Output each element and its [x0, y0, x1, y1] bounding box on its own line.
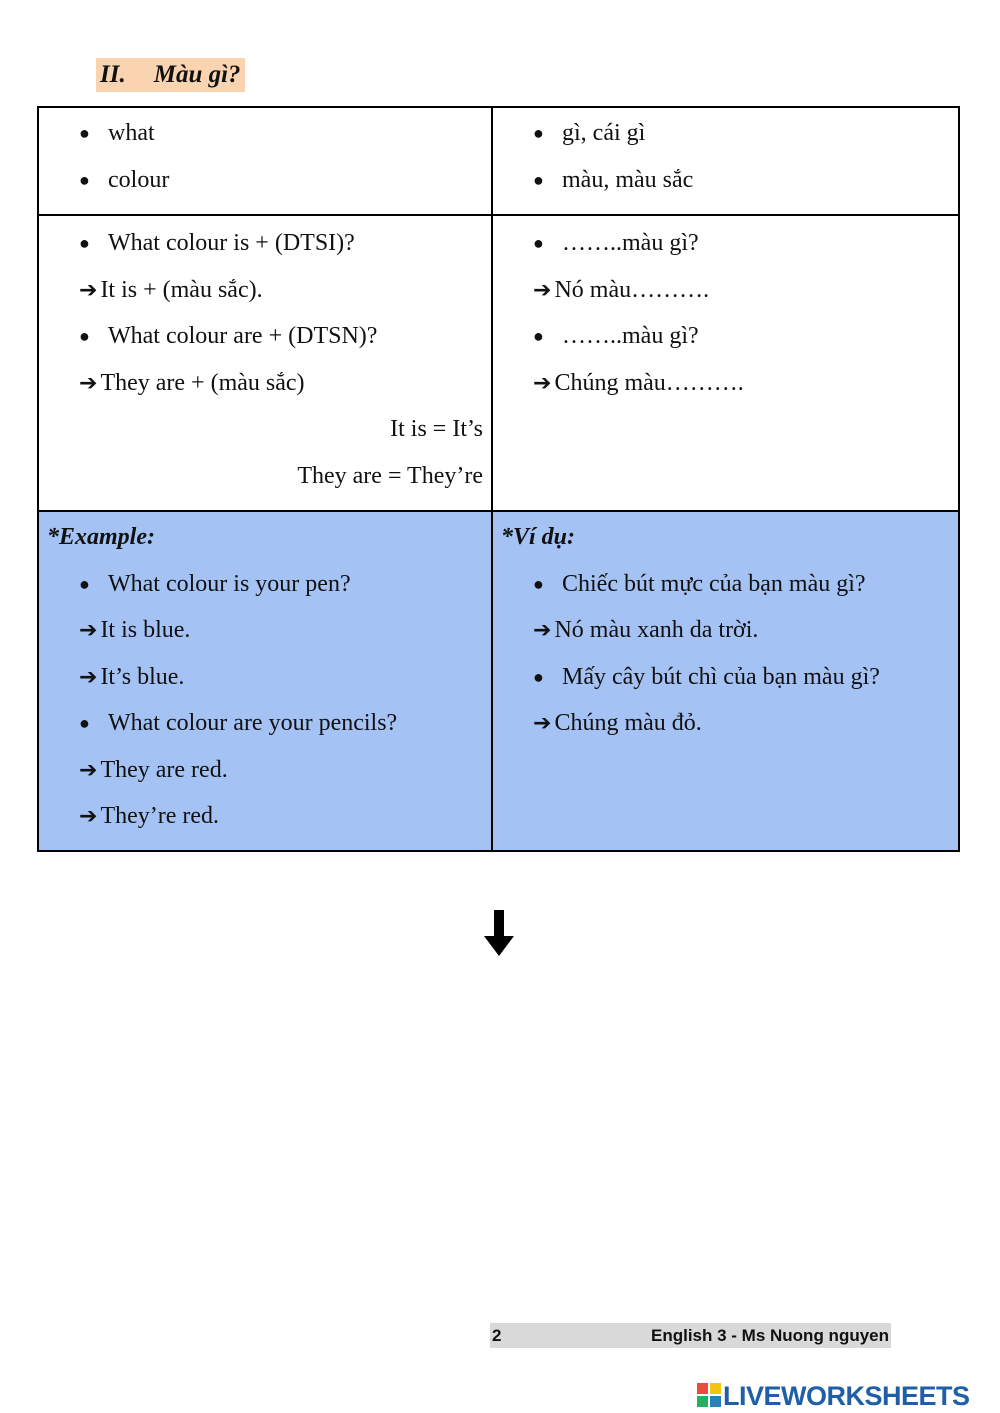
bullet-icon: ●: [79, 326, 90, 346]
line-text: Mấy cây bút chì của bạn màu gì?: [562, 663, 880, 690]
liveworksheets-logo: [697, 1380, 997, 1412]
line-text: Nó màu……….: [554, 276, 710, 303]
cell-example-english: [38, 511, 492, 851]
contraction-note: [39, 453, 491, 500]
cell-english: [38, 107, 492, 215]
line-text: *Ví dụ:: [501, 524, 576, 550]
bullet-icon: ●: [79, 123, 90, 143]
line-text: What colour are + (DTSN)?: [108, 323, 378, 349]
line-text: They’re red.: [100, 803, 220, 829]
line-text: gì, cái gì: [562, 120, 646, 146]
bullet-icon: ●: [79, 573, 90, 594]
bullet-icon: ●: [533, 233, 544, 253]
bullet-item: [39, 313, 491, 360]
arrow-right-icon: ➔: [79, 757, 98, 783]
table-row-example: [38, 511, 959, 851]
line-text: It is = It’s: [390, 416, 483, 442]
bullet-icon: ●: [79, 233, 90, 253]
contraction-note: [39, 406, 491, 453]
bullet-item: [493, 110, 958, 157]
line-text: It is blue.: [100, 617, 191, 643]
arrow-right-icon: ➔: [533, 370, 552, 396]
line-text: It is + (màu sắc).: [100, 276, 263, 303]
example-title: [493, 514, 958, 561]
bullet-item: [39, 700, 491, 747]
line-text: What colour is your pen?: [108, 570, 351, 597]
arrow-right-icon: ➔: [79, 618, 98, 643]
line-text: Chúng màu……….: [554, 369, 744, 396]
line-text: colour: [108, 166, 170, 193]
answer-item: [493, 607, 958, 654]
answer-item: [39, 654, 491, 701]
bullet-item: [493, 654, 958, 701]
logo-text: LIVEWORKSHEETS: [723, 1381, 970, 1411]
line-text: They are + (màu sắc): [100, 369, 305, 396]
line-text: They are = They’re: [297, 462, 483, 489]
arrow-right-icon: ➔: [533, 277, 552, 303]
answer-item: [493, 700, 958, 747]
line-text: màu, màu sắc: [562, 166, 694, 193]
line-text: What colour are your pencils?: [108, 710, 398, 736]
arrow-right-icon: ➔: [79, 370, 98, 396]
arrow-right-icon: ➔: [533, 618, 552, 643]
down-arrow-icon: [484, 910, 514, 956]
logo-icon: [697, 1383, 721, 1407]
line-text: Chúng màu đỏ.: [554, 710, 702, 736]
bullet-item: [39, 157, 491, 204]
example-title: [39, 514, 491, 561]
table-row-vocabulary: [38, 107, 959, 215]
arrow-right-icon: ➔: [79, 664, 98, 690]
answer-item: [39, 607, 491, 654]
vocabulary-table: [37, 106, 960, 852]
page-footer: [490, 1323, 891, 1348]
table-row-structure: [38, 215, 959, 511]
line-text: Chiếc bút mực của bạn màu gì?: [562, 570, 866, 597]
bullet-icon: ●: [79, 169, 90, 190]
bullet-item: [493, 561, 958, 608]
bullet-icon: ●: [533, 573, 544, 594]
bullet-item: [493, 220, 958, 267]
bullet-item: [493, 313, 958, 360]
answer-item: [493, 360, 958, 407]
cell-structure-english: [38, 215, 492, 511]
section-number: II.: [100, 61, 126, 88]
cell-structure-vietnamese: [492, 215, 959, 511]
section-title: Màu gì?: [153, 61, 241, 88]
answer-item: [39, 267, 491, 314]
line-text: ……..màu gì?: [562, 230, 699, 256]
bullet-item: [39, 561, 491, 608]
arrow-right-icon: ➔: [79, 277, 98, 303]
bullet-item: [493, 157, 958, 204]
arrow-right-icon: ➔: [79, 804, 98, 829]
bullet-icon: ●: [533, 123, 544, 143]
bullet-item: [39, 110, 491, 157]
bullet-icon: ●: [533, 169, 544, 190]
cell-vietnamese: [492, 107, 959, 215]
answer-item: [39, 360, 491, 407]
line-text: ……..màu gì?: [562, 323, 699, 349]
answer-item: [39, 747, 491, 794]
bullet-icon: ●: [533, 326, 544, 346]
cell-example-vietnamese: [492, 511, 959, 851]
arrow-right-icon: ➔: [533, 711, 552, 736]
bullet-icon: ●: [79, 713, 90, 733]
line-text: They are red.: [100, 756, 228, 783]
line-text: what: [108, 120, 155, 146]
answer-item: [493, 267, 958, 314]
answer-item: [39, 793, 491, 840]
section-heading: [96, 58, 245, 92]
bullet-item: [39, 220, 491, 267]
line-text: What colour is + (DTSI)?: [108, 230, 355, 256]
page-number: 2: [492, 1326, 502, 1345]
bullet-icon: ●: [533, 666, 544, 687]
footer-text: English 3 - Ms Nuong nguyen: [651, 1326, 889, 1345]
line-text: It’s blue.: [100, 663, 185, 690]
line-text: Nó màu xanh da trời.: [554, 617, 759, 643]
line-text: *Example:: [47, 524, 155, 550]
